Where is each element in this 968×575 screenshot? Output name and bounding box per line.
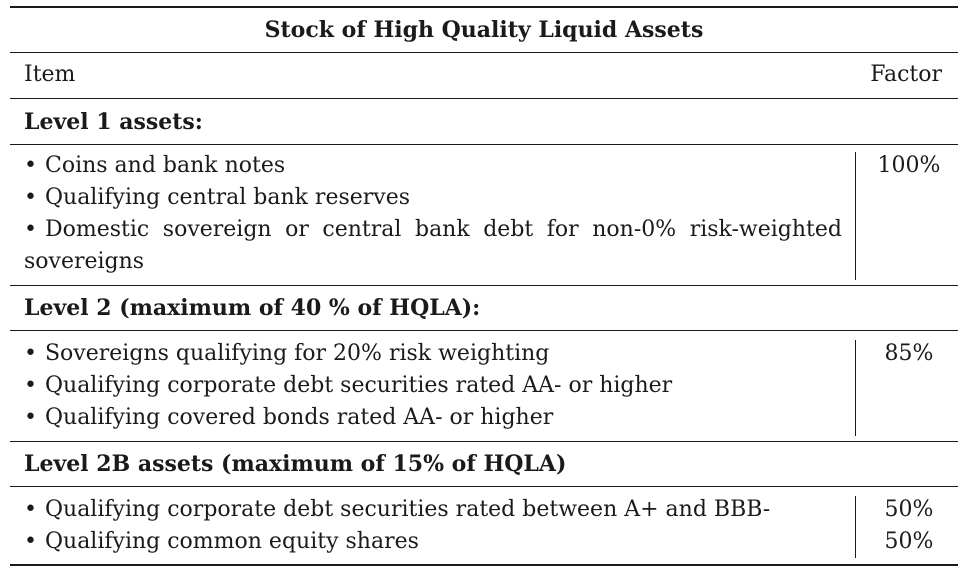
top-rule: [10, 6, 958, 8]
factor-value: 50%: [884, 529, 934, 554]
section-rule-level-2b: [10, 486, 958, 487]
list-item: • Domestic sovereign or central bank debt for non-0% risk-weighted sovereigns: [24, 217, 842, 274]
factor-value: 85%: [884, 341, 934, 366]
bullet-icon: •: [24, 373, 37, 398]
section-heading-level-2: Level 2 (maximum of 40 % of HQLA):: [24, 295, 481, 321]
factor-divider: [855, 340, 856, 436]
table-title: Stock of High Quality Liquid Assets: [264, 17, 704, 43]
factor-divider: [855, 152, 856, 280]
column-header-factor: Factor: [870, 62, 942, 87]
section-heading-level-2b: Level 2B assets (maximum of 15% of HQLA): [24, 451, 567, 477]
section-items-level-1: [24, 150, 842, 278]
hqla-table: [10, 0, 958, 575]
bullet-icon: •: [24, 497, 37, 522]
section-rule-level-2: [10, 330, 958, 331]
list-item: • Qualifying common equity shares: [24, 529, 419, 554]
list-item: • Qualifying corporate debt securities rated AA- or higher: [24, 373, 673, 398]
list-item: • Sovereigns qualifying for 20% risk weighting: [24, 341, 550, 366]
section-separator: [10, 285, 958, 286]
bottom-rule: [10, 564, 958, 566]
list-item: • Qualifying central bank reserves: [24, 185, 411, 210]
list-item: • Qualifying covered bonds rated AA- or higher: [24, 405, 554, 430]
bullet-icon: •: [24, 341, 37, 366]
factor-column-level-2: [860, 338, 958, 370]
section-rule-level-1: [10, 144, 958, 145]
column-header-item: Item: [24, 62, 76, 87]
section-items-level-2: [24, 338, 842, 434]
bullet-icon: •: [24, 405, 37, 430]
bullet-icon: •: [24, 529, 37, 554]
list-item: • Coins and bank notes: [24, 153, 286, 178]
section-items-level-2b: [24, 494, 842, 558]
header-rule: [10, 98, 958, 99]
factor-column-level-2b: [860, 494, 958, 558]
factor-value: 100%: [877, 153, 941, 178]
bullet-icon: •: [24, 153, 37, 178]
factor-divider: [855, 496, 856, 558]
bullet-icon: •: [24, 217, 37, 242]
factor-value: 50%: [884, 497, 934, 522]
factor-column-level-1: [860, 150, 958, 182]
section-heading-level-1: Level 1 assets:: [24, 109, 203, 135]
list-item: • Qualifying corporate debt securities rated between A+ and BBB-: [24, 497, 771, 522]
title-rule: [10, 52, 958, 53]
bullet-icon: •: [24, 185, 37, 210]
section-separator: [10, 441, 958, 442]
